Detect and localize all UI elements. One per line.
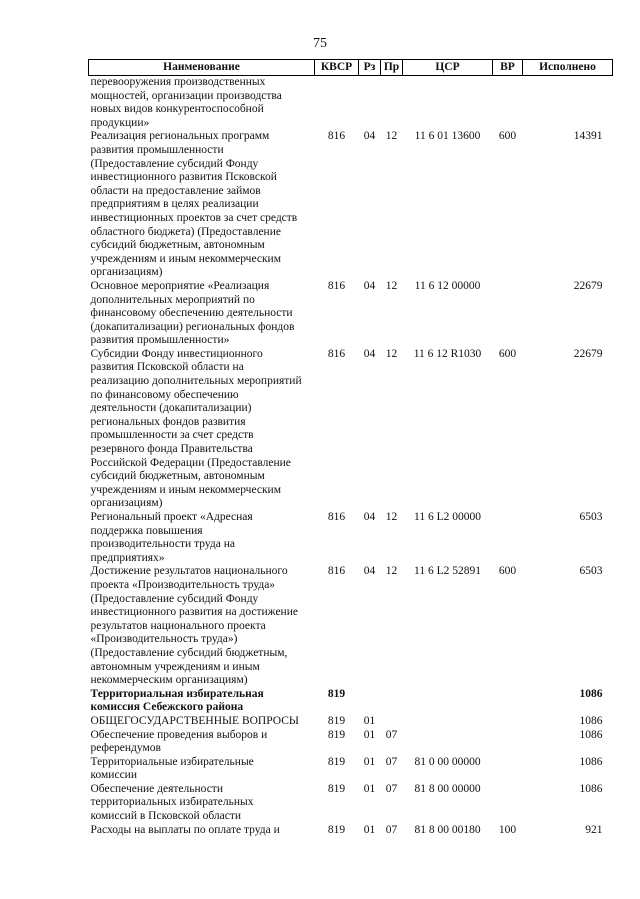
cell-kvsr: 816: [327, 565, 346, 578]
cell-rz: 01: [363, 782, 376, 795]
cell-name: [89, 565, 315, 687]
cell-rz: 01: [363, 823, 376, 836]
cell-vr: [493, 280, 523, 348]
cell-csr: [403, 76, 493, 131]
cell-csr: [403, 729, 493, 756]
cell-pr: 07: [385, 782, 398, 795]
cell-rz: [359, 688, 381, 715]
col-header-name: Наименование: [89, 60, 315, 76]
cell-kvsr: 816: [327, 511, 346, 523]
row-name-text: Обеспечение проведения выборов и референдумов: [90, 728, 268, 755]
cell-amount: 1086: [579, 687, 603, 700]
cell-name: [89, 348, 315, 511]
cell-amount: 1086: [579, 755, 603, 768]
cell-amount: 921: [585, 823, 603, 836]
row-name-text: Региональный проект «Адресная поддержка повышения производительности труда на предприятиях»: [90, 511, 253, 564]
cell-vr: 600: [498, 347, 517, 360]
cell-pr: 07: [385, 755, 398, 768]
page-number: 75: [313, 36, 327, 51]
cell-kvsr: 819: [327, 714, 346, 727]
cell-rz: 04: [363, 130, 376, 143]
row-name-text: Реализация региональных программ развития промышленности (Предоставление субсидий Фонду инвестиционного развития Псковской области на предоставление займов предприятиям в целях реализации инвестиционных проектов за счет средств областного бюджета) (Предоставление субсидий бюджетным, автономным учреждениям и иным некоммерческим организациям): [90, 130, 298, 279]
table-row: [89, 565, 613, 687]
cell-rz: 01: [363, 714, 376, 727]
cell-csr: 81 0 00 00000: [414, 755, 481, 768]
cell-kvsr: [315, 76, 359, 131]
cell-csr: [403, 715, 493, 729]
cell-kvsr: 819: [327, 823, 346, 836]
row-name-text: ОБЩЕГОСУДАРСТВЕННЫЕ ВОПРОСЫ: [90, 714, 299, 727]
cell-amount: 6503: [579, 511, 603, 523]
cell-name: [89, 729, 315, 756]
header-row: [89, 60, 613, 76]
cell-kvsr: 819: [327, 782, 346, 795]
col-header-rz: Рз: [359, 60, 381, 76]
cell-name: [89, 280, 315, 348]
cell-vr: 600: [498, 565, 517, 578]
cell-csr: 81 8 00 00000: [414, 782, 481, 795]
row-name-text: Достижение результатов национального проекта «Производительность труда» (Предоставление субсидий Фонду инвестиционного развития на достижение результатов национального проекта «Производительность труда») (Предоставление субсидий бюджетным, автономным учреждениям и иным некоммерческим организациям): [90, 565, 298, 687]
col-header-pr: Пр: [381, 60, 403, 76]
cell-pr: [381, 715, 403, 729]
table-row: [89, 688, 613, 715]
cell-pr: 12: [385, 347, 398, 360]
cell-pr: 12: [385, 279, 398, 292]
row-name-text: перевооружения производственных мощностей, организации производства новых видов конкурентоспособной продукции»: [90, 76, 282, 129]
cell-rz: 04: [363, 565, 376, 578]
budget-table: [88, 59, 613, 837]
cell-pr: 12: [385, 565, 398, 578]
cell-name: [89, 130, 315, 280]
table-row: [89, 76, 613, 131]
cell-pr: 07: [385, 823, 398, 836]
cell-amount: 22679: [573, 279, 603, 292]
cell-rz: 04: [363, 511, 376, 523]
table-row: [89, 348, 613, 511]
cell-csr: [403, 688, 493, 715]
row-name-text: Расходы на выплаты по оплате труда и: [90, 823, 280, 836]
cell-kvsr: 819: [327, 687, 346, 700]
table-row: [89, 756, 613, 783]
budget-table-container: [88, 59, 612, 837]
cell-vr: [493, 715, 523, 729]
cell-amount: 6503: [579, 565, 603, 578]
cell-vr: [493, 756, 523, 783]
table-row: [89, 729, 613, 756]
cell-kvsr: 816: [327, 347, 346, 360]
cell-rz: 01: [363, 755, 376, 768]
row-name-text: Обеспечение деятельности территориальных избирательных комиссий в Псковской области: [90, 782, 254, 823]
cell-name: [89, 715, 315, 729]
cell-kvsr: 816: [327, 279, 346, 292]
cell-amount: 22679: [573, 347, 603, 360]
table-row: [89, 715, 613, 729]
table-header: [89, 60, 613, 76]
cell-csr: 81 8 00 00180: [414, 823, 481, 836]
col-header-amount: Исполнено: [523, 60, 613, 76]
cell-pr: 12: [385, 511, 398, 523]
cell-csr: 11 6 01 13600: [414, 130, 481, 143]
cell-kvsr: 819: [327, 728, 346, 741]
cell-kvsr: 819: [327, 755, 346, 768]
cell-amount: [523, 76, 613, 131]
cell-vr: [493, 783, 523, 824]
table-body: [89, 76, 613, 838]
col-header-kvsr: КВСР: [315, 60, 359, 76]
table-row: [89, 511, 613, 565]
cell-name: [89, 511, 315, 565]
cell-pr: [381, 76, 403, 131]
cell-name: [89, 824, 315, 838]
table-row: [89, 130, 613, 280]
cell-rz: [359, 76, 381, 131]
cell-pr: 07: [385, 728, 398, 741]
cell-rz: 04: [363, 279, 376, 292]
cell-vr: [493, 76, 523, 131]
col-header-vr: ВР: [493, 60, 523, 76]
cell-rz: 04: [363, 347, 376, 360]
cell-vr: [493, 511, 523, 565]
cell-vr: 600: [498, 130, 517, 143]
cell-pr: [381, 688, 403, 715]
cell-csr: 11 6 12 R1030: [413, 347, 482, 360]
cell-amount: 14391: [573, 130, 603, 143]
row-name-text: Территориальные избирательные комиссии: [90, 755, 254, 782]
cell-name: [89, 756, 315, 783]
table-row: [89, 824, 613, 838]
cell-vr: [493, 729, 523, 756]
col-header-csr: ЦСР: [403, 60, 493, 76]
row-name-text: Субсидии Фонду инвестиционного развития Псковской области на реализацию дополнительных мероприятий по финансовому обеспечению деятельности (докапитализации) региональных фондов развития промышленности за счет средств резервного фонда Правительства Российской Федерации (Предоставление субсидий бюджетным, автономным учреждениям и иным некоммерческим организациям): [90, 347, 302, 510]
row-name-text: Территориальная избирательная комиссия Себежского района: [90, 687, 264, 714]
cell-vr: [493, 688, 523, 715]
row-name-text: Основное мероприятие «Реализация дополнительных мероприятий по финансовому обеспечению деятельности (докапитализации) региональных фондов развития промышленности»: [90, 279, 295, 347]
cell-csr: 11 6 L2 52891: [414, 565, 481, 578]
cell-name: [89, 76, 315, 131]
cell-name: [89, 783, 315, 824]
cell-kvsr: 816: [327, 130, 346, 143]
cell-csr: 11 6 12 00000: [414, 279, 481, 292]
table-row: [89, 783, 613, 824]
cell-amount: 1086: [579, 728, 603, 741]
cell-amount: 1086: [579, 714, 603, 727]
cell-vr: 100: [498, 823, 517, 836]
table-row: [89, 280, 613, 348]
cell-pr: 12: [385, 130, 398, 143]
cell-name: [89, 688, 315, 715]
cell-amount: 1086: [579, 782, 603, 795]
cell-rz: 01: [363, 728, 376, 741]
cell-csr: 11 6 L2 00000: [414, 511, 481, 523]
